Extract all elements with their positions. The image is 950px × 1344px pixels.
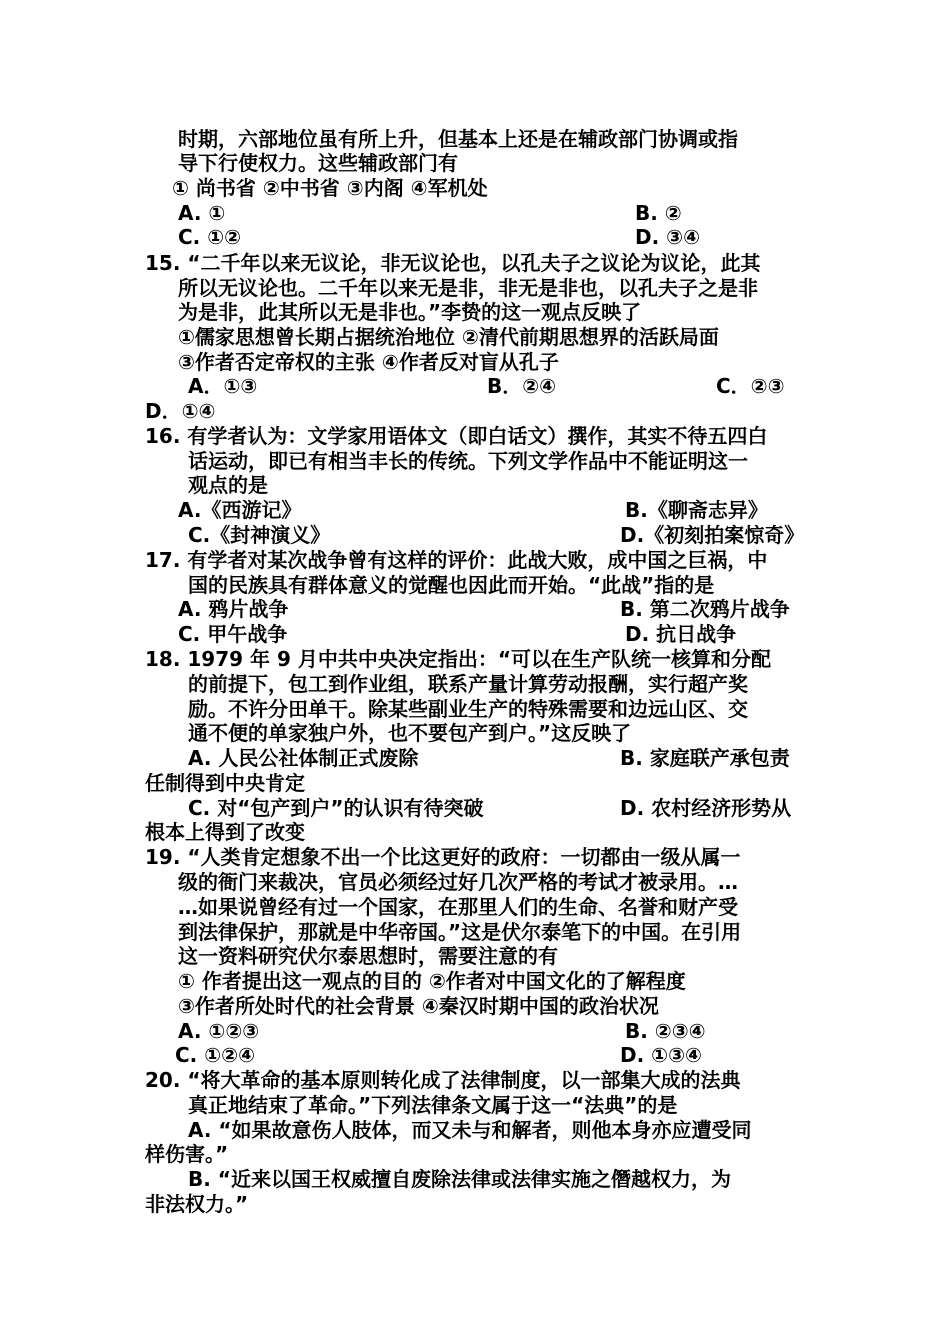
q17-option-d: D. 抗日战争 xyxy=(625,622,737,646)
q20-text-line: 真正地结束了革命。”下列法律条文属于这一“法典”的是 xyxy=(188,1093,678,1117)
q18-option-c: C. 对“包产到户”的认识有待突破 xyxy=(188,796,484,820)
q14-option-c: C. ①② xyxy=(178,225,242,249)
q18-text-line: 励。不许分田单干。除某些副业生产的特殊需要和边远山区、交 xyxy=(188,697,748,721)
q20-option-a-cont: 样伤害。” xyxy=(145,1142,229,1166)
q18-option-b: B. 家庭联产承包责 xyxy=(620,746,790,770)
q14-option-b: B. ② xyxy=(635,201,682,225)
q14-items: ① 尚书省 ②中书省 ③内阁 ④军机处 xyxy=(172,176,488,200)
q15-option-d: D．①④ xyxy=(145,399,216,423)
q18-option-d-cont: 根本上得到了改变 xyxy=(145,820,305,844)
q14-text-line: 导下行使权力。这些辅政部门有 xyxy=(178,151,458,175)
q20-option-a: A. “如果故意伤人肢体，而又未与和解者，则他本身亦应遭受同 xyxy=(188,1118,752,1142)
q19-items: ③作者所处时代的社会背景 ④秦汉时期中国的政治状况 xyxy=(178,994,659,1018)
q15-items: ①儒家思想曾长期占据统治地位 ②清代前期思想界的活跃局面 xyxy=(178,325,719,349)
q15-text-line: 15. “二千年以来无议论，非无议论也，以孔夫子之议论为议论，此其 xyxy=(145,251,761,275)
q19-option-b: B. ②③④ xyxy=(625,1019,706,1043)
q17-option-b: B. 第二次鸦片战争 xyxy=(620,597,790,621)
q18-text-line: 通不便的单家独户外，也不要包产到户。”这反映了 xyxy=(188,721,632,745)
q14-text-line: 时期，六部地位虽有所上升，但基本上还是在辅政部门协调或指 xyxy=(178,127,738,151)
q15-text-line: 所以无议论也。二千年以来无是非，非无是非也，以孔夫子之是非 xyxy=(178,276,758,300)
q19-option-a: A. ①②③ xyxy=(178,1019,260,1043)
q20-option-b-cont: 非法权力。” xyxy=(145,1192,249,1216)
q19-text-line: 19. “人类肯定想象不出一个比这更好的政府：一切都由一级从属一 xyxy=(145,845,741,869)
q18-text-line: 18. 1979 年 9 月中共中央决定指出：“可以在生产队统一核算和分配 xyxy=(145,647,772,671)
q17-option-c: C. 甲午战争 xyxy=(178,622,288,646)
q20-option-b: B. “近来以国王权威擅自废除法律或法律实施之僭越权力，为 xyxy=(188,1167,731,1191)
q15-option-a: A．①③ xyxy=(188,374,258,398)
q16-text-line: 16. 有学者认为：文学家用语体文（即白话文）撰作，其实不待五四白 xyxy=(145,424,768,448)
q15-text-line: 为是非，此其所以无是非也。”李贽的这一观点反映了 xyxy=(178,300,642,324)
q16-option-c: C.《封神演义》 xyxy=(188,523,331,547)
q16-text-line: 观点的是 xyxy=(188,473,268,497)
q19-items: ① 作者提出这一观点的目的 ②作者对中国文化的了解程度 xyxy=(178,969,686,993)
q14-option-d: D. ③④ xyxy=(635,225,701,249)
q18-option-b-cont: 任制得到中央肯定 xyxy=(145,771,305,795)
q16-option-d: D.《初刻拍案惊奇》 xyxy=(620,523,805,547)
q17-option-a: A. 鸦片战争 xyxy=(178,597,289,621)
q15-items: ③作者否定帝权的主张 ④作者反对盲从孔子 xyxy=(178,350,559,374)
q17-text-line: 国的民族具有群体意义的觉醒也因此而开始。“此战”指的是 xyxy=(188,573,715,597)
q17-text-line: 17. 有学者对某次战争曾有这样的评价：此战大败，成中国之巨祸，中 xyxy=(145,548,768,572)
q19-option-c: C. ①②④ xyxy=(175,1043,256,1067)
q16-text-line: 话运动，即已有相当丰长的传统。下列文学作品中不能证明这一 xyxy=(188,449,748,473)
q15-option-b: B．②④ xyxy=(487,374,557,398)
q16-option-a: A.《西游记》 xyxy=(178,498,302,522)
q18-option-d: D. 农村经济形势从 xyxy=(620,796,792,820)
q19-text-line: 这一资料研究伏尔泰思想时，需要注意的有 xyxy=(178,944,558,968)
q20-text-line: 20. “将大革命的基本原则转化成了法律制度，以一部集大成的法典 xyxy=(145,1068,741,1092)
q16-option-b: B.《聊斋志异》 xyxy=(625,498,768,522)
q19-text-line: …如果说曾经有过一个国家，在那里人们的生命、名誉和财产受 xyxy=(178,895,738,919)
q18-text-line: 的前提下，包工到作业组，联系产量计算劳动报酬，实行超产奖 xyxy=(188,672,748,696)
q15-option-c: C．②③ xyxy=(716,374,785,398)
q19-option-d: D. ①③④ xyxy=(620,1043,702,1067)
q19-text-line: 级的衙门来裁决，官员必须经过好几次严格的考试才被录用。… xyxy=(178,870,738,894)
q18-option-a: A. 人民公社体制正式废除 xyxy=(188,746,419,770)
q19-text-line: 到法律保护，那就是中华帝国。”这是伏尔泰笔下的中国。在引用 xyxy=(178,920,742,944)
q14-option-a: A. ① xyxy=(178,201,226,225)
